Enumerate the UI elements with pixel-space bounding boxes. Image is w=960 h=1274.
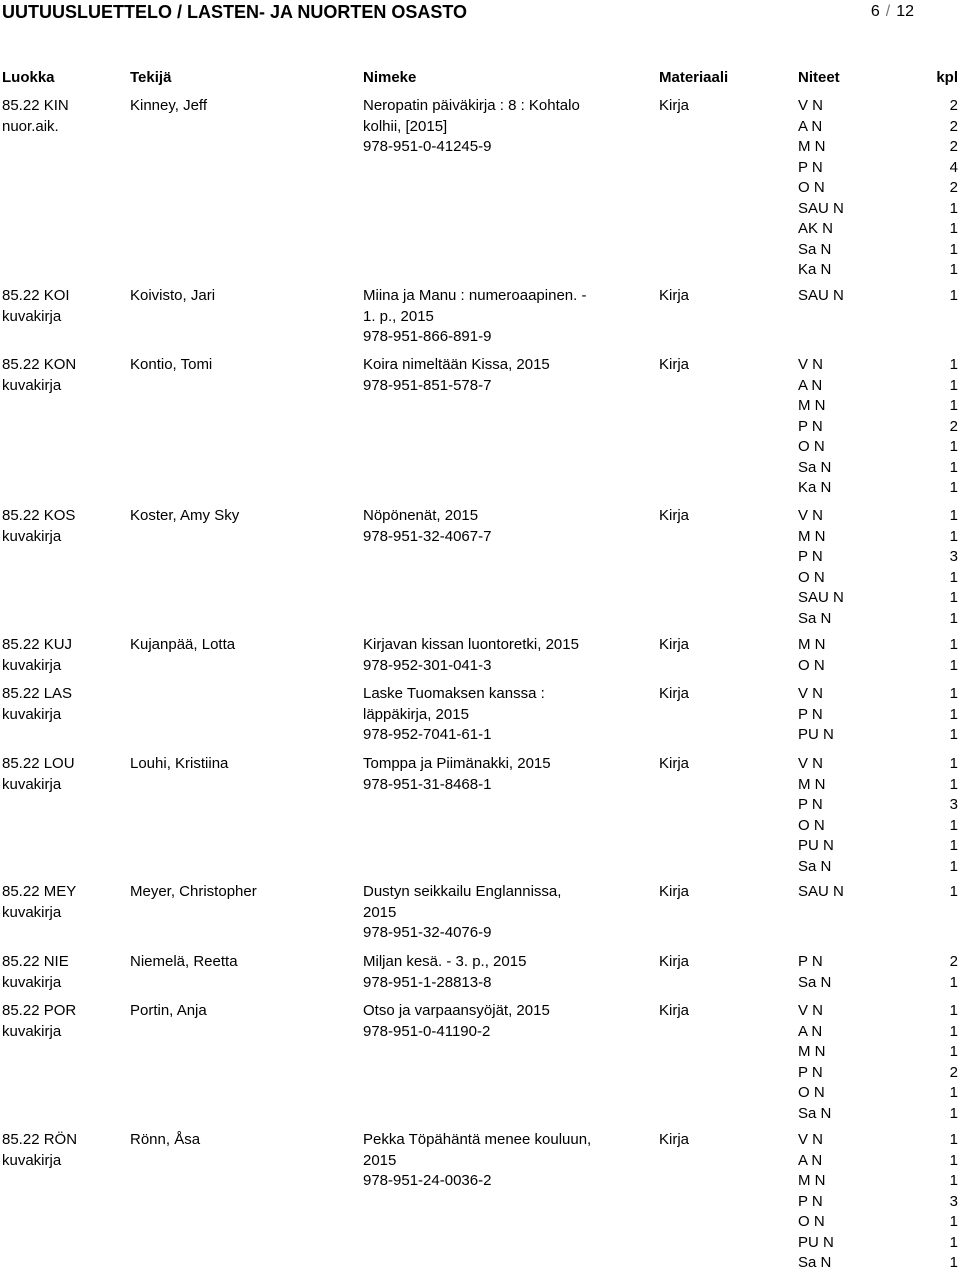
copy-count: 1: [949, 479, 958, 496]
copy-count: 1: [949, 1104, 958, 1122]
entry-class-line: 85.22 KOS: [2, 507, 76, 524]
entry-title: [363, 952, 526, 993]
entry-count: [934, 635, 958, 676]
entry-class-line: 85.22 LOU: [2, 755, 75, 772]
entry-copies: [798, 96, 844, 281]
copy-count: 2: [949, 179, 958, 196]
copy-location: V N: [798, 755, 824, 772]
copy-location: M N: [798, 775, 826, 793]
copy-location: O N: [798, 438, 825, 455]
entry-material-text: Kirja: [659, 1002, 690, 1019]
entry-author-text: Kujanpää, Lotta: [130, 636, 236, 653]
entry-title-line: Nöpönenät, 2015: [363, 507, 479, 524]
copy-location: Sa N: [798, 973, 832, 991]
copy-count: 1: [949, 376, 958, 394]
entry-author-text: Rönn, Åsa: [130, 1131, 201, 1148]
entry-material-text: Kirja: [659, 755, 690, 772]
copy-count: 1: [949, 1002, 958, 1019]
entry-material-text: Kirja: [659, 636, 690, 653]
copy-count: 1: [949, 857, 958, 875]
entry-copies: [798, 882, 844, 903]
entry-author: [130, 286, 215, 307]
copy-count: 2: [949, 97, 958, 114]
entry-author-text: Meyer, Christopher: [130, 883, 257, 900]
copy-count: 1: [949, 816, 958, 834]
copy-location: O N: [798, 656, 825, 674]
entry-title: [363, 286, 586, 348]
entry-count: [934, 96, 958, 281]
entry-class-line: kuvakirja: [2, 775, 62, 793]
entry-material: [659, 96, 689, 117]
copy-count: 2: [949, 1063, 958, 1081]
copy-location: V N: [798, 97, 824, 114]
entry-material-text: Kirja: [659, 97, 690, 114]
copy-location: PU N: [798, 726, 834, 743]
copy-count: 3: [949, 548, 958, 565]
copy-location: O N: [798, 1213, 825, 1230]
copy-location: Sa N: [798, 240, 832, 258]
entry-author: [130, 754, 228, 775]
entry-author-text: Louhi, Kristiina: [130, 755, 229, 772]
entry-class: [2, 286, 70, 327]
entry-title: [363, 506, 491, 547]
copy-count: 1: [949, 356, 958, 373]
entry-copies: [798, 754, 834, 877]
entry-material: [659, 506, 689, 527]
entry-title-line: Dustyn seikkailu Englannissa,: [363, 883, 562, 900]
entry-copies: [798, 355, 831, 499]
copy-location: P N: [798, 1192, 823, 1210]
entry-author-text: Niemelä, Reetta: [130, 953, 238, 970]
document-title: UUTUUSLUETTELO / LASTEN- JA NUORTEN OSASTO: [2, 2, 468, 22]
entry-author: [130, 1130, 200, 1151]
entry-title-line: kolhii, [2015]: [363, 117, 448, 135]
entry-class-line: kuvakirja: [2, 307, 62, 325]
entry-title-line: Otso ja varpaansyöjät, 2015: [363, 1002, 550, 1019]
entry-class-line: 85.22 RÖN: [2, 1131, 78, 1148]
entry-title-line: Koira nimeltään Kissa, 2015: [363, 356, 550, 373]
entry-title-line: 978-952-301-041-3: [363, 656, 492, 674]
entry-class-line: nuor.aik.: [2, 117, 59, 135]
entry-title: [363, 96, 580, 158]
entry-copies: [798, 506, 844, 629]
copy-location: Sa N: [798, 609, 832, 627]
copy-location: P N: [798, 1063, 823, 1081]
entry-class-line: 85.22 LAS: [2, 685, 73, 702]
copy-location: V N: [798, 1131, 824, 1148]
copy-count: 1: [949, 240, 958, 258]
entry-title-line: Kirjavan kissan luontoretki, 2015: [363, 636, 579, 653]
copy-count: 1: [949, 609, 958, 627]
copy-count: 1: [949, 726, 958, 743]
copy-location: Ka N: [798, 479, 832, 496]
entry-copies: [798, 1130, 834, 1274]
entry-copies: [798, 286, 844, 307]
copy-location: P N: [798, 548, 823, 565]
entry-material-text: Kirja: [659, 685, 690, 702]
copy-count: 1: [949, 1233, 958, 1251]
entry-title: [363, 684, 545, 746]
copy-count: 2: [949, 953, 958, 970]
entry-copies: [798, 952, 831, 993]
entry-title: [363, 635, 579, 676]
copy-count: 2: [949, 417, 958, 435]
entry-material: [659, 882, 689, 903]
copy-count: 1: [949, 261, 958, 278]
entry-title-line: 2015: [363, 903, 397, 921]
entry-class: [2, 506, 75, 547]
entry-title: [363, 1001, 550, 1042]
entry-author: [130, 1001, 207, 1022]
entry-count: [934, 882, 958, 903]
entry-copies: [798, 635, 826, 676]
copy-location: PU N: [798, 1233, 834, 1251]
entry-copies: [798, 1001, 831, 1124]
copy-location: P N: [798, 796, 823, 813]
entry-title-line: 2015: [363, 1151, 397, 1169]
copy-location: SAU N: [798, 589, 844, 606]
copy-location: P N: [798, 705, 823, 723]
copy-location: M N: [798, 1043, 826, 1060]
entry-material-text: Kirja: [659, 953, 690, 970]
copy-location: V N: [798, 507, 824, 524]
copy-count: 1: [949, 1043, 958, 1060]
entry-author-text: Portin, Anja: [130, 1002, 207, 1019]
copy-count: 1: [949, 1084, 958, 1101]
page-indicator: [871, 0, 914, 24]
copy-location: M N: [798, 1172, 826, 1189]
copy-count: 1: [949, 1213, 958, 1230]
entry-class: [2, 952, 69, 993]
entry-class-line: 85.22 KON: [2, 356, 77, 373]
copy-count: 3: [949, 796, 958, 813]
copy-count: 1: [949, 775, 958, 793]
entry-class: [2, 882, 76, 923]
entry-title-line: 978-951-1-28813-8: [363, 973, 492, 991]
entry-class: [2, 355, 76, 396]
entry-title-line: 978-951-24-0036-2: [363, 1172, 492, 1189]
entry-count: [934, 506, 958, 629]
entry-class-line: 85.22 KIN: [2, 97, 69, 114]
entry-class: [2, 1130, 77, 1171]
copy-location: A N: [798, 1022, 823, 1040]
copy-location: Sa N: [798, 1254, 832, 1271]
entry-author-text: Kinney, Jeff: [130, 97, 207, 114]
entry-material: [659, 1130, 689, 1151]
copy-location: P N: [798, 158, 823, 176]
copy-location: O N: [798, 179, 825, 196]
copy-count: 1: [949, 397, 958, 414]
entry-material: [659, 1001, 689, 1022]
entry-title-line: 978-951-866-891-9: [363, 328, 492, 345]
entry-material: [659, 952, 689, 973]
entry-title-line: 978-951-0-41245-9: [363, 138, 492, 155]
copy-count: 1: [949, 656, 958, 674]
entry-material: [659, 355, 689, 376]
page-number: 6: [870, 3, 880, 20]
copy-count: 1: [949, 1131, 958, 1148]
copy-count: 1: [949, 705, 958, 723]
copy-location: M N: [798, 138, 826, 155]
entry-class-line: kuvakirja: [2, 1022, 62, 1040]
entry-title-line: 1. p., 2015: [363, 307, 434, 325]
copy-location: V N: [798, 685, 824, 702]
entry-class-line: 85.22 KUJ: [2, 636, 73, 653]
copy-count: 4: [949, 158, 958, 176]
column-header-niteet: Niteet: [798, 69, 840, 86]
copy-count: 1: [949, 1022, 958, 1040]
copy-count: 1: [949, 527, 958, 545]
entry-material: [659, 684, 689, 705]
entry-author: [130, 355, 212, 376]
copy-count: 1: [949, 685, 958, 702]
entry-copies: [798, 684, 834, 746]
entry-material: [659, 286, 689, 307]
entry-title-line: Neropatin päiväkirja : 8 : Kohtalo: [363, 97, 580, 114]
entry-title: [363, 1130, 591, 1192]
copy-location: M N: [798, 397, 826, 414]
entry-class-line: kuvakirja: [2, 903, 62, 921]
column-header-nimeke: Nimeke: [363, 69, 417, 86]
copy-count: 1: [949, 883, 958, 900]
entry-author: [130, 96, 207, 117]
entry-class-line: 85.22 KOI: [2, 287, 70, 304]
copy-count: 1: [949, 568, 958, 586]
entry-title-line: 978-951-32-4067-7: [363, 527, 492, 545]
copy-location: Sa N: [798, 458, 832, 476]
entry-author: [130, 506, 239, 527]
entry-author-text: Koster, Amy Sky: [130, 507, 240, 524]
entry-material-text: Kirja: [659, 1131, 690, 1148]
entry-author-text: Kontio, Tomi: [130, 356, 213, 373]
copy-count: 2: [949, 138, 958, 155]
entry-author: [130, 952, 238, 973]
entry-title-line: Pekka Töpähäntä menee kouluun,: [363, 1131, 592, 1148]
entry-class: [2, 754, 75, 795]
entry-class: [2, 635, 72, 676]
copy-count: 1: [949, 589, 958, 606]
copy-location: A N: [798, 1151, 823, 1169]
copy-location: SAU N: [798, 199, 844, 217]
copy-location: M N: [798, 636, 826, 653]
entry-count: [934, 684, 958, 746]
entry-class: [2, 96, 69, 137]
entry-author: [130, 635, 235, 656]
entry-title-line: 978-951-31-8468-1: [363, 775, 492, 793]
copy-count: 2: [949, 117, 958, 135]
entry-title-line: Miljan kesä. - 3. p., 2015: [363, 953, 527, 970]
page-separator: /: [885, 3, 891, 20]
entry-title: [363, 882, 561, 944]
entry-material-text: Kirja: [659, 883, 690, 900]
copy-location: O N: [798, 1084, 825, 1101]
entry-title-line: 978-952-7041-61-1: [363, 726, 492, 743]
copy-count: 1: [949, 507, 958, 524]
column-headers: [0, 67, 960, 89]
entry-material: [659, 635, 689, 656]
entry-title-line: 978-951-851-578-7: [363, 376, 492, 394]
entry-count: [934, 952, 958, 993]
copy-count: 3: [949, 1192, 958, 1210]
column-header-luokka: Luokka: [2, 69, 55, 86]
copy-count: 1: [949, 1254, 958, 1271]
copy-count: 1: [949, 287, 958, 304]
entry-title-line: Laske Tuomaksen kanssa :: [363, 685, 545, 702]
entry-count: [934, 754, 958, 877]
entry-class: [2, 684, 72, 725]
copy-location: A N: [798, 376, 823, 394]
entry-class-line: kuvakirja: [2, 973, 62, 991]
copy-count: 1: [949, 458, 958, 476]
entry-title-line: 978-951-0-41190-2: [363, 1022, 491, 1040]
entry-class-line: kuvakirja: [2, 656, 62, 674]
entry-class-line: 85.22 MEY: [2, 883, 77, 900]
copy-location: SAU N: [798, 883, 844, 900]
copy-count: 1: [949, 1172, 958, 1189]
copy-location: SAU N: [798, 287, 844, 304]
copy-count: 1: [949, 199, 958, 217]
copy-count: 1: [949, 636, 958, 653]
copy-location: O N: [798, 568, 825, 586]
copy-location: Sa N: [798, 857, 832, 875]
copy-location: PU N: [798, 837, 834, 854]
entry-class-line: kuvakirja: [2, 705, 62, 723]
copy-location: V N: [798, 1002, 824, 1019]
entry-class-line: 85.22 NIE: [2, 953, 69, 970]
entry-class-line: kuvakirja: [2, 1151, 62, 1169]
copy-count: 1: [949, 220, 958, 237]
column-header-tekija: Tekijä: [130, 69, 172, 86]
page-total: 12: [896, 3, 914, 20]
entry-title: [363, 754, 551, 795]
copy-location: A N: [798, 117, 823, 135]
copy-location: V N: [798, 356, 824, 373]
column-header-materiaali: Materiaali: [659, 69, 729, 86]
copy-count: 1: [949, 755, 958, 772]
column-header-kpl: kpl: [936, 69, 958, 86]
entry-title: [363, 355, 550, 396]
entry-title-line: Tomppa ja Piimänakki, 2015: [363, 755, 551, 772]
copy-location: Ka N: [798, 261, 832, 278]
entry-title-line: 978-951-32-4076-9: [363, 924, 492, 941]
copy-location: M N: [798, 527, 826, 545]
entry-author: [130, 882, 257, 903]
copy-count: 1: [949, 438, 958, 455]
entry-title-line: läppäkirja, 2015: [363, 705, 469, 723]
entry-material-text: Kirja: [659, 356, 690, 373]
entry-count: [934, 355, 958, 499]
entry-material-text: Kirja: [659, 507, 690, 524]
copy-location: Sa N: [798, 1104, 832, 1122]
copy-count: 1: [949, 1151, 958, 1169]
entry-title-line: Miina ja Manu : numeroaapinen. -: [363, 287, 587, 304]
entry-class-line: kuvakirja: [2, 527, 62, 545]
copy-count: 1: [949, 973, 958, 991]
copy-location: O N: [798, 816, 825, 834]
entry-class-line: 85.22 POR: [2, 1002, 77, 1019]
entry-material-text: Kirja: [659, 287, 690, 304]
entry-material: [659, 754, 689, 775]
copy-location: P N: [798, 417, 823, 435]
entry-author-text: Koivisto, Jari: [130, 287, 216, 304]
copy-location: P N: [798, 953, 823, 970]
copy-count: 1: [949, 837, 958, 854]
entry-class: [2, 1001, 76, 1042]
entry-count: [934, 286, 958, 307]
copy-location: AK N: [798, 220, 834, 237]
entry-count: [934, 1130, 958, 1274]
entry-class-line: kuvakirja: [2, 376, 62, 394]
entry-count: [934, 1001, 958, 1124]
